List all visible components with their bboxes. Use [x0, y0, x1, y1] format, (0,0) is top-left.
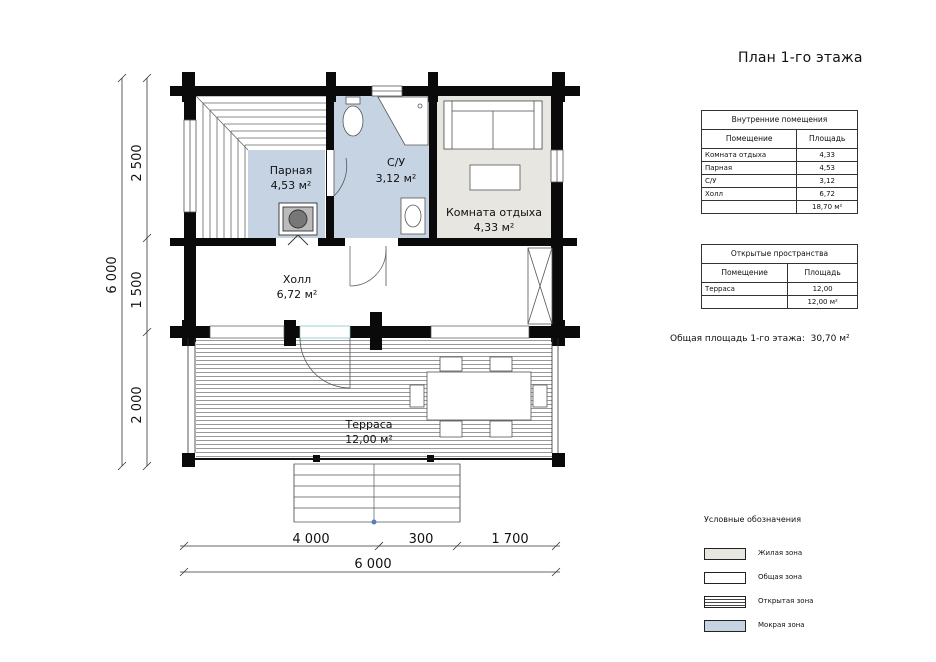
- dim-left-total: 6 000: [105, 256, 120, 294]
- table-cell: 12,00: [788, 283, 858, 296]
- table-row: [702, 201, 858, 214]
- open-total: 12,00 м²: [788, 296, 858, 309]
- table-row: [702, 188, 858, 201]
- legend-title: Условные обозначения: [704, 515, 802, 524]
- sofa: [444, 101, 542, 149]
- legend-label: Общая зона: [758, 573, 803, 581]
- table-cell: 6,72: [797, 188, 858, 201]
- table-row: [702, 149, 858, 162]
- room-terrace-area: 12,00 м²: [345, 433, 393, 446]
- open-header-area: Площадь: [788, 264, 858, 283]
- room-steam-area: 4,53 м²: [270, 179, 312, 192]
- table-cell: Парная: [702, 162, 797, 175]
- dim-bottom-2: 300: [408, 532, 434, 547]
- legend-item-common: [704, 572, 864, 586]
- open-spaces-table: [701, 244, 858, 309]
- table-row: [702, 296, 858, 309]
- inner-table-title: Внутренние помещения: [702, 111, 858, 130]
- inner-header-area: Площадь: [797, 130, 858, 149]
- inner-rooms-table: [701, 110, 858, 214]
- open-table-title: Открытые пространства: [702, 245, 858, 264]
- legend-swatch-common: [704, 572, 746, 584]
- room-wc-area: 3,12 м²: [375, 172, 417, 185]
- plan-title: План 1-го этажа: [738, 50, 863, 66]
- steps-marker: [372, 520, 377, 525]
- inner-total: 18,70 м²: [797, 201, 858, 214]
- room-rest-name: Комната отдыха: [445, 206, 543, 219]
- table-cell: С/У: [702, 175, 797, 188]
- dim-bottom-total: 6 000: [354, 557, 392, 572]
- table-cell: Комната отдыха: [702, 149, 797, 162]
- coffee-table: [470, 165, 520, 190]
- table-row: [702, 175, 858, 188]
- table-cell: 4,53: [797, 162, 858, 175]
- dim-left-3: 2 000: [130, 386, 145, 424]
- room-hall-area: 6,72 м²: [276, 288, 318, 301]
- legend-item-open: [704, 596, 864, 610]
- dim-bottom-1: 4 000: [292, 532, 330, 547]
- legend-label: Жилая зона: [758, 549, 803, 557]
- room-terrace-name: Терраса: [345, 418, 393, 431]
- total-area: [670, 334, 850, 344]
- table-cell: 3,12: [797, 175, 858, 188]
- legend-swatch-living: [704, 548, 746, 560]
- table-cell: Холл: [702, 188, 797, 201]
- legend-swatch-open: [704, 596, 746, 608]
- room-wc-name: С/У: [386, 156, 406, 169]
- open-header-room: Помещение: [702, 264, 788, 283]
- table-cell: 4,33: [797, 149, 858, 162]
- table-cell: Терраса: [702, 283, 788, 296]
- inner-header-room: Помещение: [702, 130, 797, 149]
- total-area-value: 30,70 м²: [810, 334, 850, 344]
- room-rest-area: 4,33 м²: [473, 221, 515, 234]
- table-row: [702, 283, 858, 296]
- legend-label: Открытая зона: [758, 597, 814, 605]
- sauna-stove: [279, 203, 317, 245]
- legend-item-living: [704, 548, 864, 562]
- room-hall-name: Холл: [282, 273, 312, 286]
- legend-swatch-wet: [704, 620, 746, 632]
- table-row: [702, 162, 858, 175]
- room-steam-name: Парная: [269, 164, 313, 177]
- legend-item-wet: [704, 620, 864, 634]
- terrace-steps: [294, 464, 460, 522]
- legend-label: Мокрая зона: [758, 621, 805, 629]
- total-area-label: Общая площадь 1-го этажа:: [670, 334, 805, 344]
- dim-left-2: 1 500: [130, 271, 145, 309]
- dim-bottom-3: 1 700: [491, 532, 529, 547]
- dim-left-1: 2 500: [130, 144, 145, 182]
